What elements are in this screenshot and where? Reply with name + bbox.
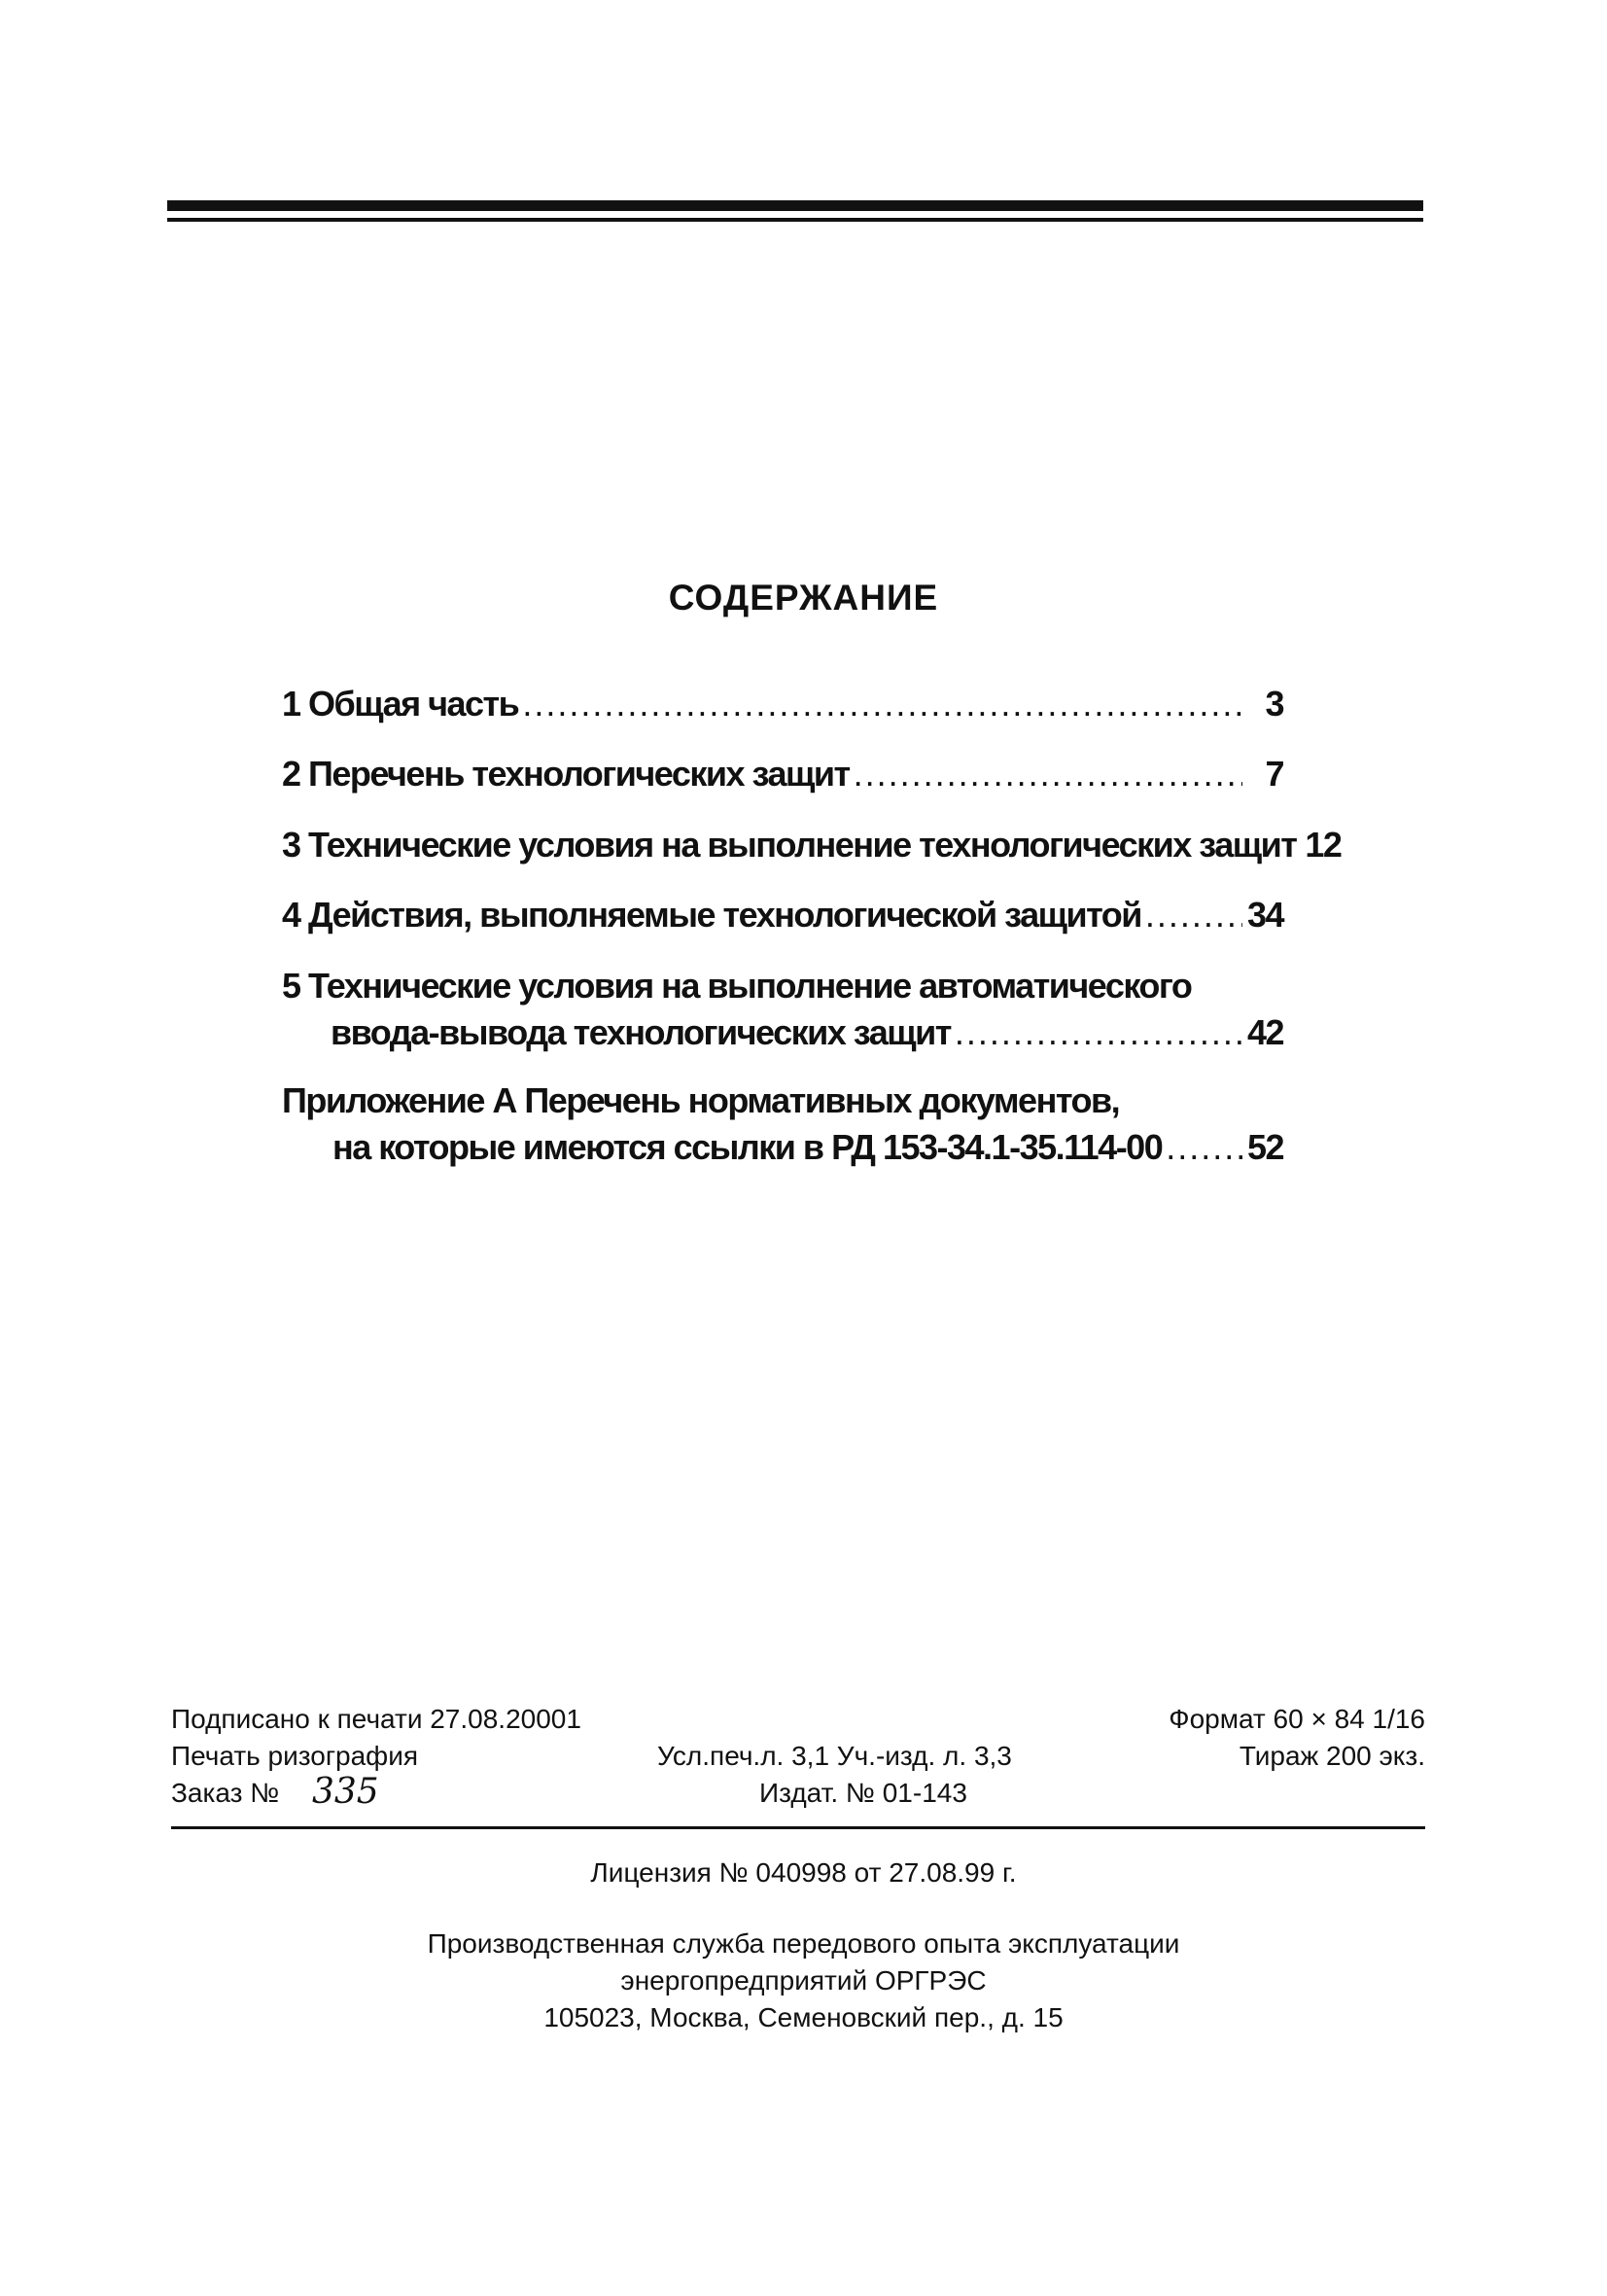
toc-leader-dots bbox=[522, 681, 1242, 727]
toc-entry-page: 34 bbox=[1246, 895, 1283, 935]
toc-entry[interactable] bbox=[282, 892, 1283, 938]
toc-entry-page: 12 bbox=[1305, 825, 1342, 865]
toc-entry-text-line1: 5 Технические условия на выполнение автоматического bbox=[282, 966, 1192, 1006]
header-rule-thin bbox=[167, 218, 1423, 222]
toc-entry[interactable] bbox=[282, 751, 1283, 797]
header-rule-thick bbox=[167, 200, 1423, 211]
toc-entry-text: 4 Действия, выполняемые технологической защитой bbox=[282, 895, 1141, 935]
toc-entry-page: 52 bbox=[1246, 1127, 1283, 1167]
toc-entry-text-line1: Приложение А Перечень нормативных документов, bbox=[282, 1080, 1120, 1120]
toc-entry-text: 3 Технические условия на выполнение технологических защит bbox=[282, 825, 1297, 865]
signed-for-print: Подписано к печати 27.08.20001 bbox=[171, 1704, 581, 1734]
toc-entry-page: 7 bbox=[1265, 754, 1283, 794]
publisher-line: Производственная служба передового опыта эксплуатации bbox=[427, 1928, 1180, 1959]
toc-leader-dots bbox=[1145, 892, 1242, 938]
publisher-block bbox=[0, 1925, 1607, 2036]
toc-leader-dots bbox=[955, 1009, 1242, 1056]
toc-entry[interactable] bbox=[282, 681, 1283, 727]
publisher-address: 105023, Москва, Семеновский пер., д. 15 bbox=[543, 2002, 1064, 2032]
paper-format: Формат 60 × 84 1/16 bbox=[1169, 1704, 1425, 1734]
toc-leader-dots bbox=[1166, 1124, 1242, 1171]
toc-entry[interactable] bbox=[282, 1077, 1283, 1171]
print-run: Тираж 200 экз. bbox=[1239, 1741, 1425, 1771]
imprint-block bbox=[171, 1704, 1425, 1815]
edition-number: Издат. № 01-143 bbox=[759, 1778, 967, 1808]
order-label: Заказ № bbox=[171, 1778, 280, 1808]
toc-entry-page: 42 bbox=[1246, 1012, 1283, 1052]
imprint-rule bbox=[171, 1826, 1425, 1829]
toc-entry-page: 3 bbox=[1265, 684, 1283, 724]
toc-entry[interactable] bbox=[282, 963, 1283, 1056]
publisher-line: энергопредприятий ОРГРЭС bbox=[620, 1965, 987, 1996]
toc-leader-dots bbox=[854, 751, 1242, 797]
printed-sheets: Усл.печ.л. 3,1 Уч.-изд. л. 3,3 bbox=[657, 1741, 1012, 1771]
toc-entry-text: 2 Перечень технологических защит bbox=[282, 754, 850, 794]
toc-entry-text: 1 Общая часть bbox=[282, 684, 519, 724]
order-number-handwritten: 335 bbox=[312, 1772, 379, 1812]
toc-entry[interactable] bbox=[282, 822, 1342, 868]
print-type: Печать ризография bbox=[171, 1741, 419, 1771]
toc-entry-text-line2: ввода-вывода технологических защит bbox=[331, 1012, 951, 1052]
toc-entry-text-line2: на которые имеются ссылки в РД 153-34.1-35.114-00 bbox=[332, 1127, 1163, 1167]
toc-title: СОДЕРЖАНИЕ bbox=[668, 578, 939, 618]
license-line: Лицензия № 040998 от 27.08.99 г. bbox=[590, 1857, 1017, 1888]
